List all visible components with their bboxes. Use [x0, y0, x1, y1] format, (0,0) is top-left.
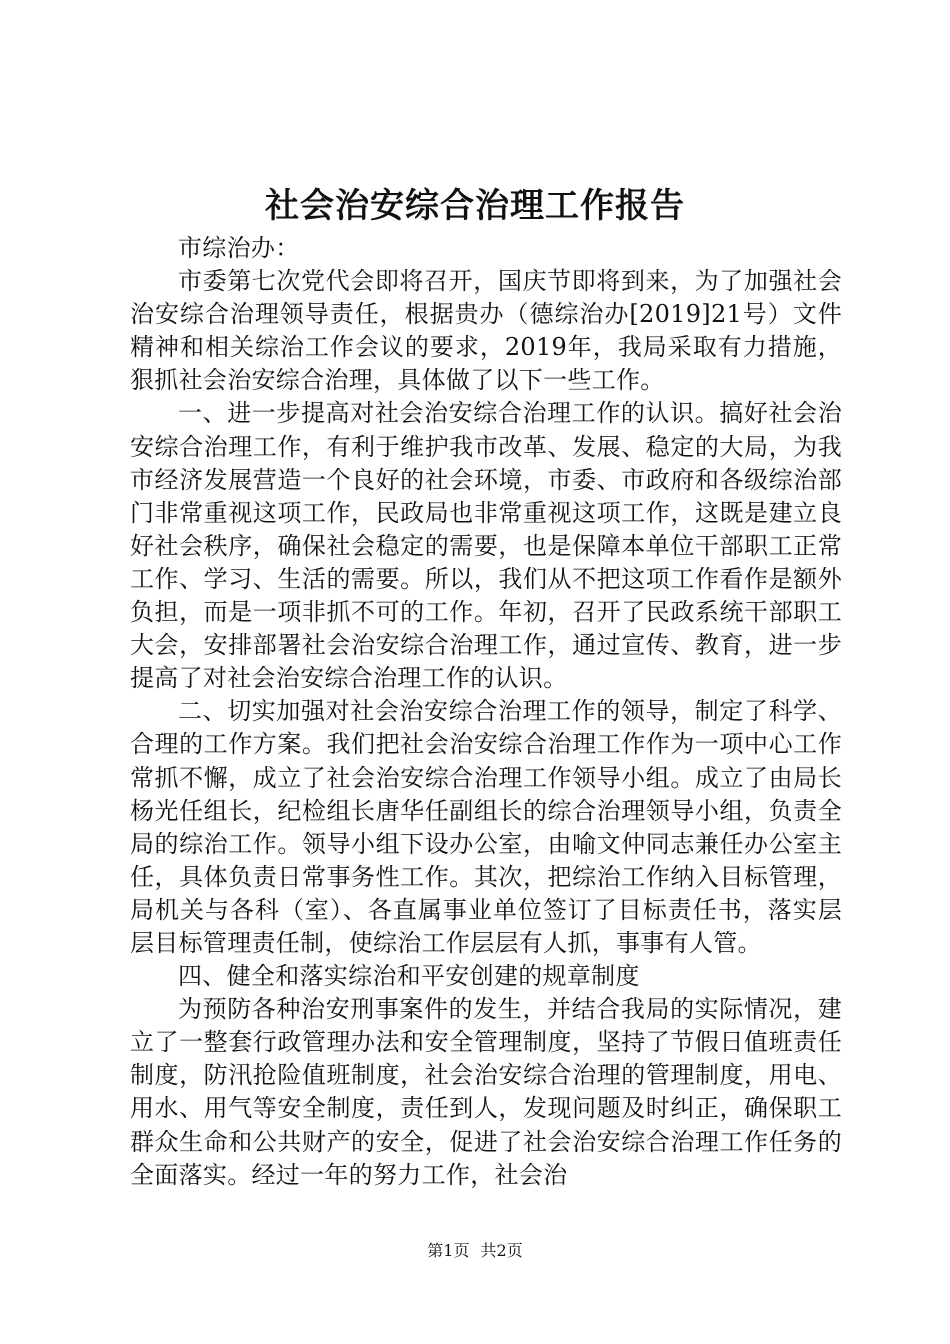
section-4-paragraph: 为预防各种治安刑事案件的发生，并结合我局的实际情况，建立了一整套行政管理办法和安全管理制度，坚持了节假日值班责任制度，防汛抢险值班制度，社会治安综合治理的管理制度，用电、用水、用气等安全制度，责任到人，发现问题及时纠正，确保职工群众生命和公共财产的安全，促进了社会治安综合治理工作任务的全面落实。经过一年的努力工作，社会治 — [130, 995, 842, 1189]
section-4-heading: 四、健全和落实综治和平安创建的规章制度 — [178, 962, 640, 991]
salutation: 市综治办： — [178, 234, 300, 262]
section-1-paragraph: 一、进一步提高对社会治安综合治理工作的认识。搞好社会治安综合治理工作，有利于维护我市改革、发展、稳定的大局，为我市经济发展营造一个良好的社会环境，市委、市政府和各级综治部门非常重视这项工作，民政局也非常重视这项工作，这既是建立良好社会秩序，确保社会稳定的需要，也是保障本单位干部职工正常工作、学习、生活的需要。所以，我们从不把这项工作看作是额外负担，而是一项非抓不可的工作。年初，召开了民政系统干部职工大会，安排部署社会治安综合治理工作，通过宣传、教育，进一步提高了对社会治安综合治理工作的认识。 — [130, 399, 842, 693]
section-2-paragraph: 二、切实加强对社会治安综合治理工作的领导，制定了科学、合理的工作方案。我们把社会治安综合治理工作作为一项中心工作常抓不懈，成立了社会治安综合治理工作领导小组。成立了由局长杨光任组长，纪检组长唐华任副组长的综合治理领导小组，负责全局的综治工作。领导小组下设办公室，由喻文仲同志兼任办公室主任，具体负责日常事务性工作。其次，把综治工作纳入目标管理，局机关与各科（室）、各直属事业单位签订了目标责任书，落实层层目标管理责任制，使综治工作层层有人抓，事事有人管。 — [130, 697, 842, 957]
document-body — [130, 232, 842, 1192]
page-footer — [0, 1241, 950, 1261]
page-number: 第1页 — [427, 1241, 470, 1260]
page-total: 共2页 — [480, 1241, 523, 1260]
document-title: 社会治安综合治理工作报告 — [265, 186, 685, 226]
intro-paragraph: 市委第七次党代会即将召开，国庆节即将到来，为了加强社会治安综合治理领导责任，根据贵办（德综治办[2019]21号）文件精神和相关综治工作会议的要求，2019年，我局采取有力措施，狠抓社会治安综合治理，具体做了以下一些工作。 — [130, 267, 842, 395]
